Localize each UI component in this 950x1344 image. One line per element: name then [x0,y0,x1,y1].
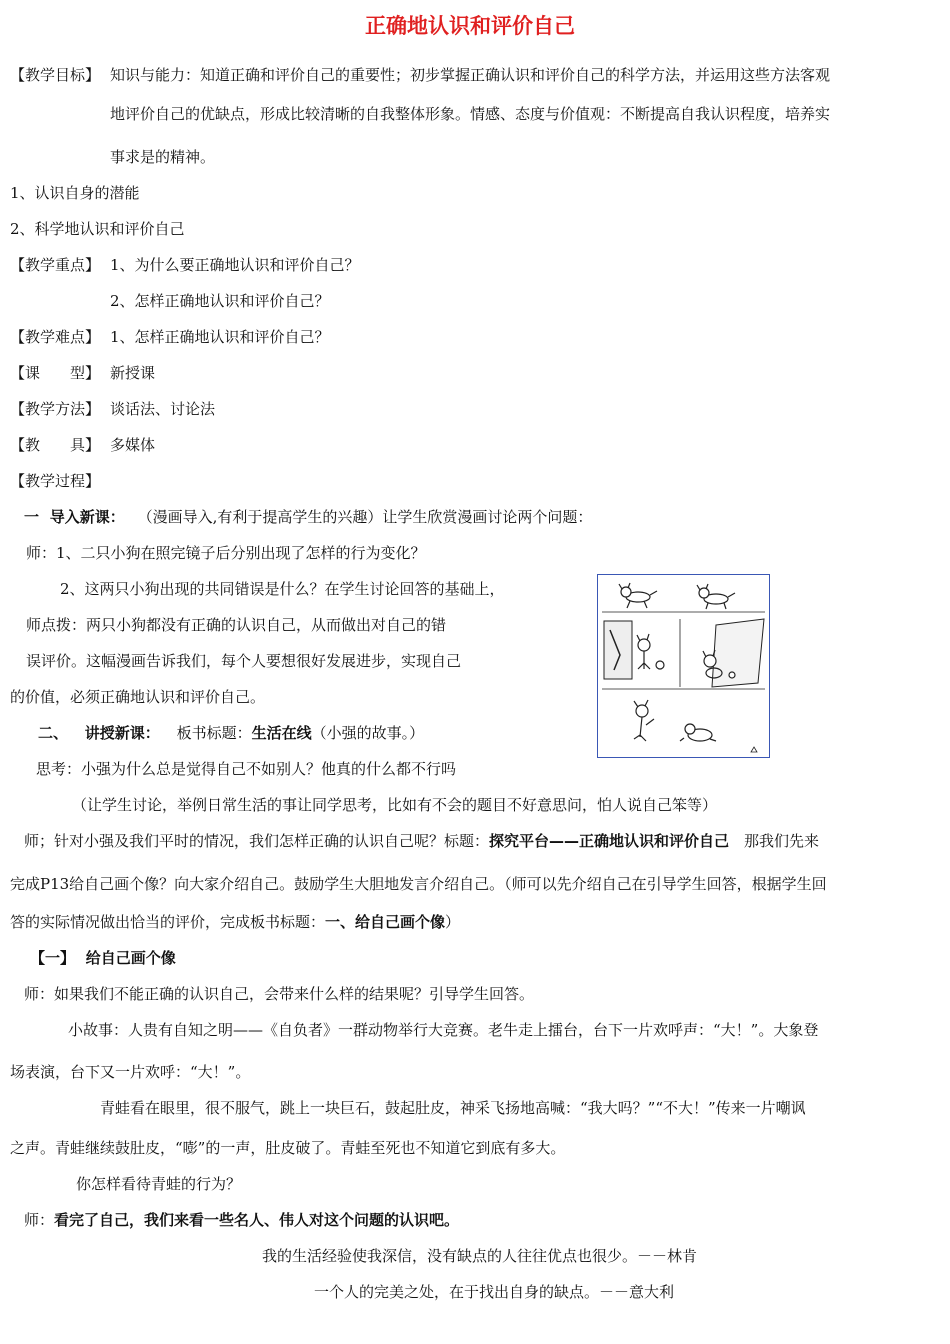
story-question: 你怎样看待青蛙的行为？ [76,1175,242,1193]
story-line: 之声。青蛙继续鼓肚皮，“嘭”的一声，肚皮破了。青蛙至死也不知道它到底有多大。 [10,1139,566,1157]
closing-line [24,1210,459,1230]
key-point-2: 2、怎样正确地认识和评价自己？ [110,292,330,310]
para-line3-pre: 答的实际情况做出恰当的评价，完成板书标题： [10,913,326,931]
section-one-heading [30,948,176,968]
process-label: 【教学过程】 [10,472,101,490]
dog-icon [634,700,654,741]
teach-board-title: 生活在线 [251,724,312,742]
dogs-mirror-cartoon-icon [598,575,769,757]
intro-text: （漫画导入,有利于提高学生的兴趣）让学生欣赏漫画讨论两个问题： [137,508,593,526]
teach-tail: （小强的故事。） [311,724,425,742]
key-points-label: 【教学重点】 [10,256,101,274]
story-line: 青蛙看在眼里，很不服气，跳上一块巨石，鼓起肚皮，神采飞扬地高喊：“我大吗？”“不大！”传来一片嘲讽 [100,1099,806,1117]
closing-pre: 师： [24,1211,55,1229]
para-line-2: 完成P13给自己画个像？向大家介绍自己。鼓励学生大胆地发言介绍自己。（师可以先介绍自己在引导学生回答，根据学生回 [10,875,827,893]
objectives-line-3: 事求是的精神。 [110,148,216,166]
objectives-label: 【教学目标】 [10,66,101,84]
objectives-line-2: 地评价自己的优缺点，形成比较清晰的自我整体形象。情感、态度与价值观：不断提高自我认识程度，培养实 [110,105,831,123]
section-one-title: 给自己画个像 [85,949,176,967]
para-line3-post: ） [445,913,461,931]
dog-icon [637,634,664,669]
intro-number: 一 [24,508,40,526]
difficulty-label: 【教学难点】 [10,328,101,346]
quote-lincoln: 我的生活经验使我深信，没有缺点的人往往优点也很少。－－林肯 [262,1247,698,1265]
intro-question-2: 2、这两只小狗出现的共同错误是什么？在学生讨论回答的基础上， [60,580,505,598]
intro-line: 的价值，必须正确地认识和评价自己。 [10,688,266,706]
story-line: 场表演，台下又一片欢呼：“大！”。 [10,1063,251,1081]
list-item: 1、认识自身的潜能 [10,184,140,202]
closing-bold: 看完了自己，我们来看一些名人、伟人对这个问题的认识吧。 [54,1211,460,1229]
think-question: 思考：小强为什么总是觉得自己不如别人？他真的什么都不行吗 [36,760,457,778]
dog-icon [697,584,735,609]
intro-line [24,507,592,527]
key-point-1: 1、为什么要正确地认识和评价自己？ [110,256,360,274]
method-text: 谈话法、讨论法 [110,400,216,418]
difficulty-text: 1、怎样正确地认识和评价自己？ [110,328,330,346]
page-title: 正确地认识和评价自己 [365,14,575,38]
para-line [24,831,819,851]
intro-heading: 导入新课： [49,508,125,526]
cartoon-image [597,574,770,758]
method-label: 【教学方法】 [10,400,101,418]
quote-italy: 一个人的完美之处，在于找出自身的缺点。－－意大利 [314,1283,675,1301]
para-post: 那我们先来 [729,832,820,850]
para-line3-bold: 一、给自己画个像 [325,913,446,931]
dog-icon [619,583,657,608]
tools-text: 多媒体 [110,436,156,454]
para-bold: 探究平台——正确地认识和评价自己 [489,832,730,850]
intro-line: 误评价。这幅漫画告诉我们，每个人要想很好发展进步，实现自己 [26,652,462,670]
teach-mid: 板书标题： [176,724,252,742]
lesson-type-text: 新授课 [110,364,156,382]
tools-label: 【教 具】 [10,436,101,454]
lesson-type-label: 【课 型】 [10,364,101,382]
teach-heading: 讲授新课： [84,724,160,742]
teach-line [38,723,424,743]
intro-line: 师点拨：两只小狗都没有正确的认识自己，从而做出对自己的错 [26,616,447,634]
discuss-note: （让学生讨论，举例日常生活的事让同学思考，比如有不会的题目不好意思问，怕人说自己笨等） [72,796,718,814]
story-line: 小故事：人贵有自知之明——《自负者》一群动物举行大竞赛。老牛走上擂台，台下一片欢呼声：“大！”。大象登 [68,1021,819,1039]
dog-icon [680,724,716,741]
question-line: 师：如果我们不能正确的认识自己，会带来什么样的结果呢？引导学生回答。 [24,985,535,1003]
intro-question-1: 师：1、二只小狗在照完镜子后分别出现了怎样的行为变化？ [26,544,426,562]
section-one-label: 【一】 [30,949,76,967]
list-item: 2、科学地认识和评价自己 [10,220,185,238]
para-pre: 师；针对小强及我们平时的情况，我们怎样正确的认识自己呢？标题： [24,832,490,850]
teach-number: 二、 [38,724,69,742]
para-line-3 [10,912,460,932]
objectives-line-1: 知识与能力：知道正确和评价自己的重要性；初步掌握正确认识和评价自己的科学方法，并运用这些方法客观 [110,66,831,84]
